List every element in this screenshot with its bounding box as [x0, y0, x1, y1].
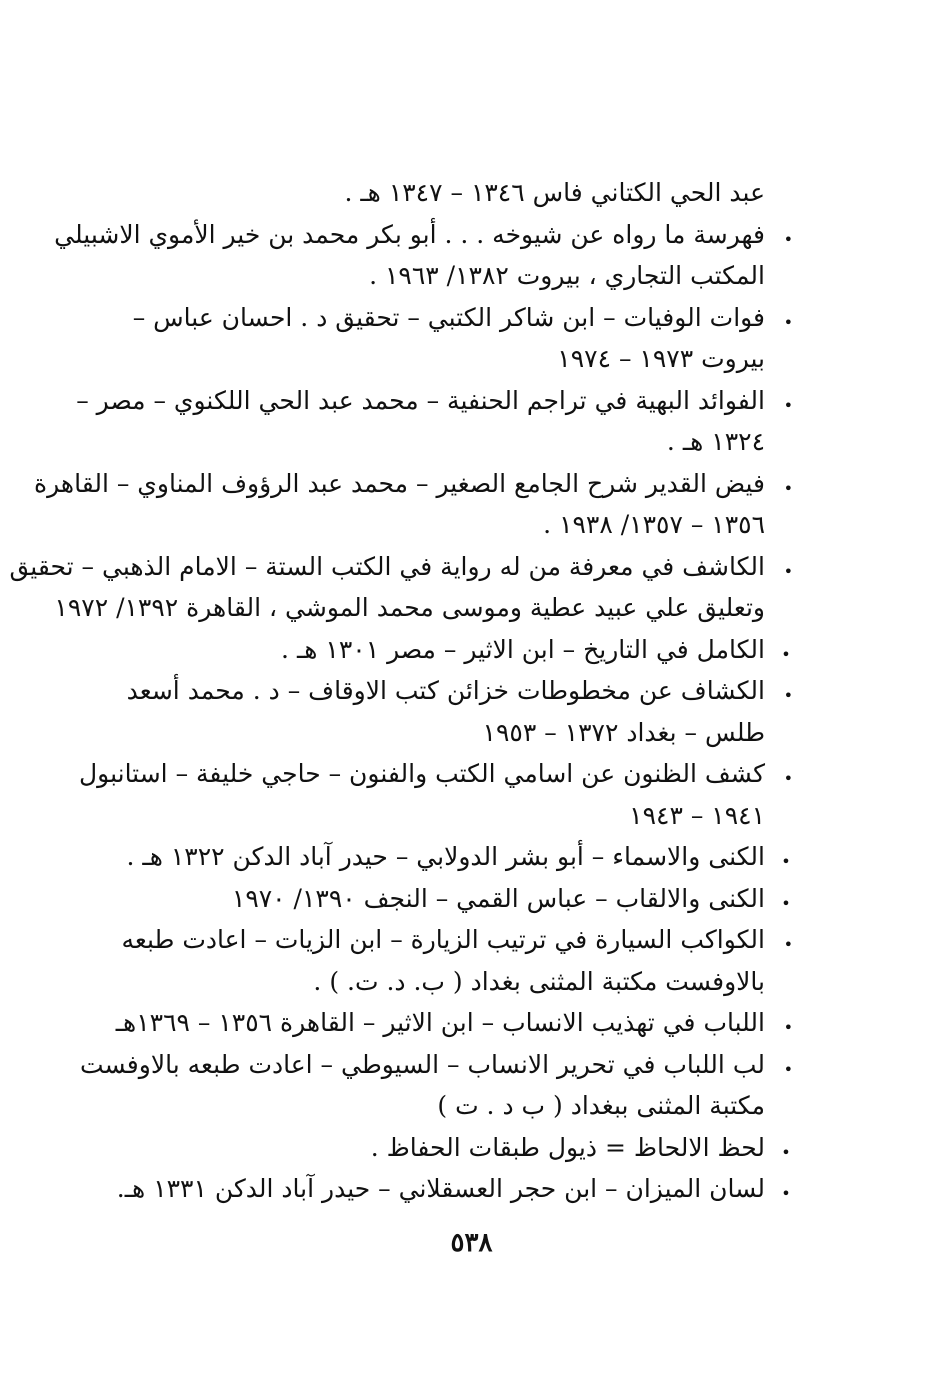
bibliography-entry — [140, 172, 765, 214]
bibliography-entry — [9, 546, 793, 629]
bibliography-entry — [116, 1168, 791, 1210]
bibliography-entry — [78, 753, 793, 836]
bibliography-entry — [34, 463, 793, 546]
bullet-icon: • — [781, 893, 791, 913]
bullet-icon: • — [783, 1059, 793, 1079]
entry-line: الكواكب السيارة في ترتيب الزيارة – ابن الزيات – اعادت طبعه • — [140, 919, 765, 961]
bullet-icon: • — [783, 935, 793, 954]
entry-line: المكتب التجاري ، بيروت ١٣٨٢/ ١٩٦٣ . — [369, 261, 765, 290]
entry-line: فوات الوفيات – ابن شاكر الكتبي – تحقيق د . احسان عباس – • — [140, 297, 765, 339]
bullet-icon: • — [783, 478, 793, 498]
page-number: ٥٣٨ — [450, 1228, 493, 1258]
entry-line: الكنى والاسماء – أبو بشر الدولابي – حيدر آباد الدكن ١٣٢٢ هـ . • — [140, 836, 765, 878]
entry-line: الكاشف في معرفة من له رواية في الكتب الستة – الامام الذهبي – تحقيق • — [140, 546, 765, 588]
bullet-icon: • — [783, 1018, 793, 1037]
bullet-icon: • — [781, 644, 791, 664]
bibliography-entry — [115, 1002, 793, 1044]
bibliography-entry — [76, 380, 793, 463]
bullet-icon: • — [783, 229, 793, 249]
entry-line: اللباب في تهذيب الانساب – ابن الاثير – القاهرة ١٣٥٦ – ١٣٦٩هـ • — [140, 1002, 765, 1044]
bullet-icon: • — [781, 852, 791, 871]
entry-line: طلس – بغداد ١٣٧٢ – ١٩٥٣ — [482, 717, 765, 747]
entry-line: ١٣٢٤ هـ . — [666, 427, 765, 456]
bullet-icon: • — [783, 686, 793, 705]
entry-line: بيروت ١٩٧٣ – ١٩٧٤ — [557, 344, 765, 373]
entry-line: الكامل في التاريخ – ابن الاثير – مصر ١٣٠١ هـ . • — [140, 629, 765, 671]
entry-line: ١٣٥٦ – ١٣٥٧/ ١٩٣٨ . — [543, 510, 765, 539]
entry-line: لحظ الالحاظ = ذيول طبقات الحفاظ . • — [140, 1127, 765, 1169]
bibliography-entry — [140, 878, 791, 920]
entry-line: الكنى والالقاب – عباس القمي – النجف ١٣٩٠/ ١٩٧٠ • — [140, 878, 765, 920]
bullet-icon: • — [781, 1184, 791, 1203]
entry-line: الكشاف عن مخطوطات خزائن كتب الاوقاف – د . محمد أسعد • — [140, 670, 765, 712]
bullet-icon: • — [783, 395, 793, 415]
entry-line: ١٩٤١ – ١٩٤٣ — [629, 800, 765, 830]
bibliography-entry — [140, 629, 791, 671]
entry-line: كشف الظنون عن اسامي الكتب والفنون – حاجي خليفة – استانبول • — [140, 753, 765, 795]
bullet-icon: • — [783, 769, 793, 788]
entry-line: لسان الميزان – ابن حجر العسقلاني – حيدر آباد الدكن ١٣٣١ هـ. • — [140, 1168, 765, 1210]
entry-line: مكتبة المثنى ببغداد ( ب د . ت ) — [437, 1091, 765, 1120]
bibliography-entry — [121, 919, 793, 1002]
bibliography-entry — [126, 836, 791, 878]
bibliography-entry — [54, 214, 793, 297]
bibliography-entry — [126, 670, 793, 753]
entry-line: لب اللباب في تحرير الانساب – السيوطي – اعادت طبعه بالاوفست • — [140, 1044, 765, 1086]
bullet-icon: • — [781, 1142, 791, 1162]
bullet-icon: • — [783, 561, 793, 581]
bibliography-entry — [79, 1044, 793, 1127]
bullet-icon: • — [783, 312, 793, 332]
entry-line: فيض القدير شرح الجامع الصغير – محمد عبد الرؤوف المناوي – القاهرة • — [140, 463, 765, 505]
entry-line: الفوائد البهية في تراجم الحنفية – محمد عبد الحي اللكنوي – مصر – • — [140, 380, 765, 422]
entry-line: عبد الحي الكتاني فاس ١٣٤٦ – ١٣٤٧ هـ . — [344, 178, 765, 207]
entry-line: فهرسة ما رواه عن شيوخه . . . أبو بكر محمد بن خير الأموي الاشبيلي • — [140, 214, 765, 256]
bibliography-entry — [140, 1127, 791, 1169]
entry-line: بالاوفست مكتبة المثنى بغداد ( ب. د. ت. ) . — [313, 966, 765, 996]
entry-line: وتعليق علي عبيد عطية وموسى محمد الموشي ، القاهرة ١٣٩٢/ ١٩٧٢ — [54, 593, 765, 622]
bibliography-list — [9, 172, 793, 1210]
bibliography-entry — [132, 297, 793, 380]
